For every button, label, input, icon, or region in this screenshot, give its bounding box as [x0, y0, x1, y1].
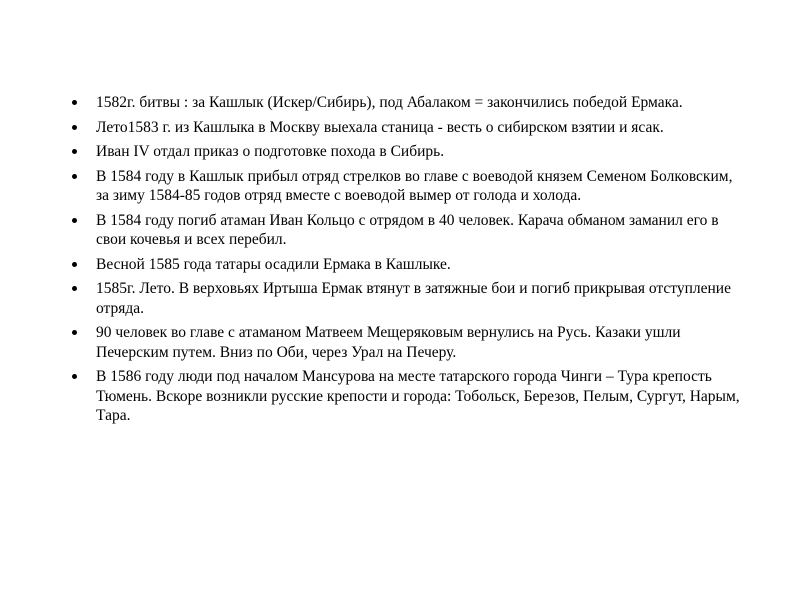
list-item	[72, 367, 742, 426]
bullet-icon	[72, 149, 77, 154]
bullet-icon	[72, 125, 77, 130]
list-item	[72, 323, 742, 362]
bullet-icon	[72, 262, 77, 267]
bullet-text: 1585г. Лето. В верховьях Иртыша Ермак втянут в затяжные бои и погиб прикрывая отступление отряда.	[96, 280, 731, 317]
bullet-list	[72, 93, 742, 431]
bullet-text: В 1584 году в Кашлык прибыл отряд стрелков во главе с воеводой князем Семеном Болковским, за зиму 1584-85 годов отряд вместе с воеводой вымер от голода и холода.	[96, 167, 733, 204]
list-item	[72, 93, 742, 113]
bullet-text: 90 человек во главе с атаманом Матвеем Мещеряковым вернулись на Русь. Казаки ушли Печерским путем. Вниз по Оби, через Урал на Печеру.	[96, 324, 681, 361]
bullet-icon	[72, 174, 77, 179]
list-item	[72, 255, 742, 275]
bullet-text: В 1586 году люди под началом Мансурова на месте татарского города Чинги – Тура крепость Тюмень. Вскоре возникли русские крепости и города: Тобольск, Березов, Пелым, Сургут, Нарым, Тара.	[96, 368, 740, 424]
bullet-icon	[72, 218, 77, 223]
list-item	[72, 142, 742, 162]
bullet-text: Лето1583 г. из Кашлыка в Москву выехала станица - весть о сибирском взятии и ясак.	[96, 118, 664, 136]
bullet-icon	[72, 374, 77, 379]
list-item	[72, 279, 742, 318]
bullet-text: 1582г. битвы : за Кашлык (Искер/Сибирь), под Абалаком = закончились победой Ермака.	[96, 94, 683, 111]
list-item	[72, 211, 742, 250]
bullet-icon	[72, 330, 77, 335]
list-item	[72, 118, 742, 138]
list-item	[72, 167, 742, 206]
bullet-icon	[72, 286, 77, 291]
bullet-icon	[72, 100, 77, 105]
bullet-text: Иван IV отдал приказ о подготовке похода в Сибирь.	[96, 143, 445, 160]
bullet-text: В 1584 году погиб атаман Иван Кольцо с отрядом в 40 человек. Карача обманом заманил его в свои кочевья и всех перебил.	[96, 211, 719, 248]
bullet-text: Весной 1585 года татары осадили Ермака в Кашлыке.	[96, 255, 451, 273]
